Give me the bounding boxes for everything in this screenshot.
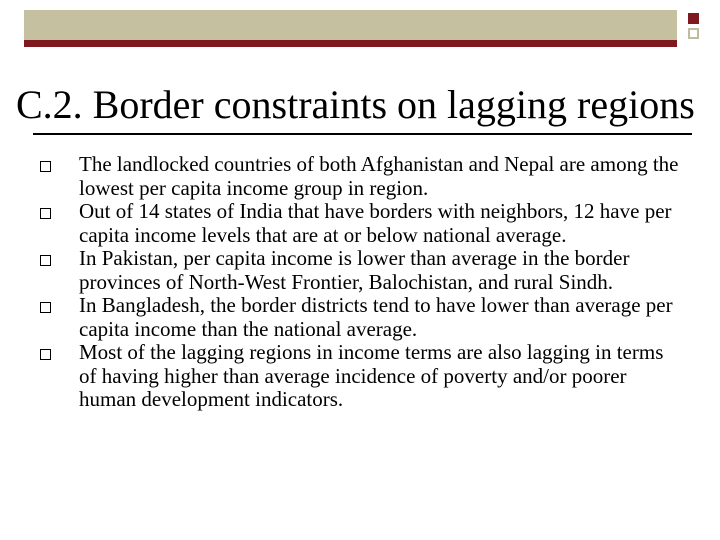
bullet-item: [40, 153, 680, 200]
hollow-square-icon: [40, 208, 51, 219]
hollow-square-icon: [40, 349, 51, 360]
bullet-text: The landlocked countries of both Afghanistan and Nepal are among the lowest per capita income group in region.: [79, 152, 679, 200]
bullet-item: [40, 200, 680, 247]
bullet-text: In Bangladesh, the border districts tend to have lower than average per capita income than the national average.: [79, 293, 673, 341]
bullet-list: [40, 153, 680, 412]
bullet-text: In Pakistan, per capita income is lower than average in the border provinces of North-West Frontier, Balochistan, and rural Sindh.: [79, 246, 630, 294]
header-band: [24, 10, 677, 47]
hollow-square-icon: [40, 161, 51, 172]
bullet-item: [40, 294, 680, 341]
header-outline-square: [688, 28, 699, 39]
header-accent-square: [688, 13, 699, 24]
bullet-item: [40, 341, 680, 412]
bullet-item: [40, 247, 680, 294]
slide-title: C.2. Border constraints on lagging regions: [16, 82, 695, 127]
hollow-square-icon: [40, 255, 51, 266]
hollow-square-icon: [40, 302, 51, 313]
title-divider: [33, 133, 692, 135]
bullet-text: Most of the lagging regions in income terms are also lagging in terms of having higher than average incidence of poverty and/or poorer human development indicators.: [79, 340, 664, 411]
bullet-text: Out of 14 states of India that have borders with neighbors, 12 have per capita income levels that are at or below national average.: [79, 199, 672, 247]
